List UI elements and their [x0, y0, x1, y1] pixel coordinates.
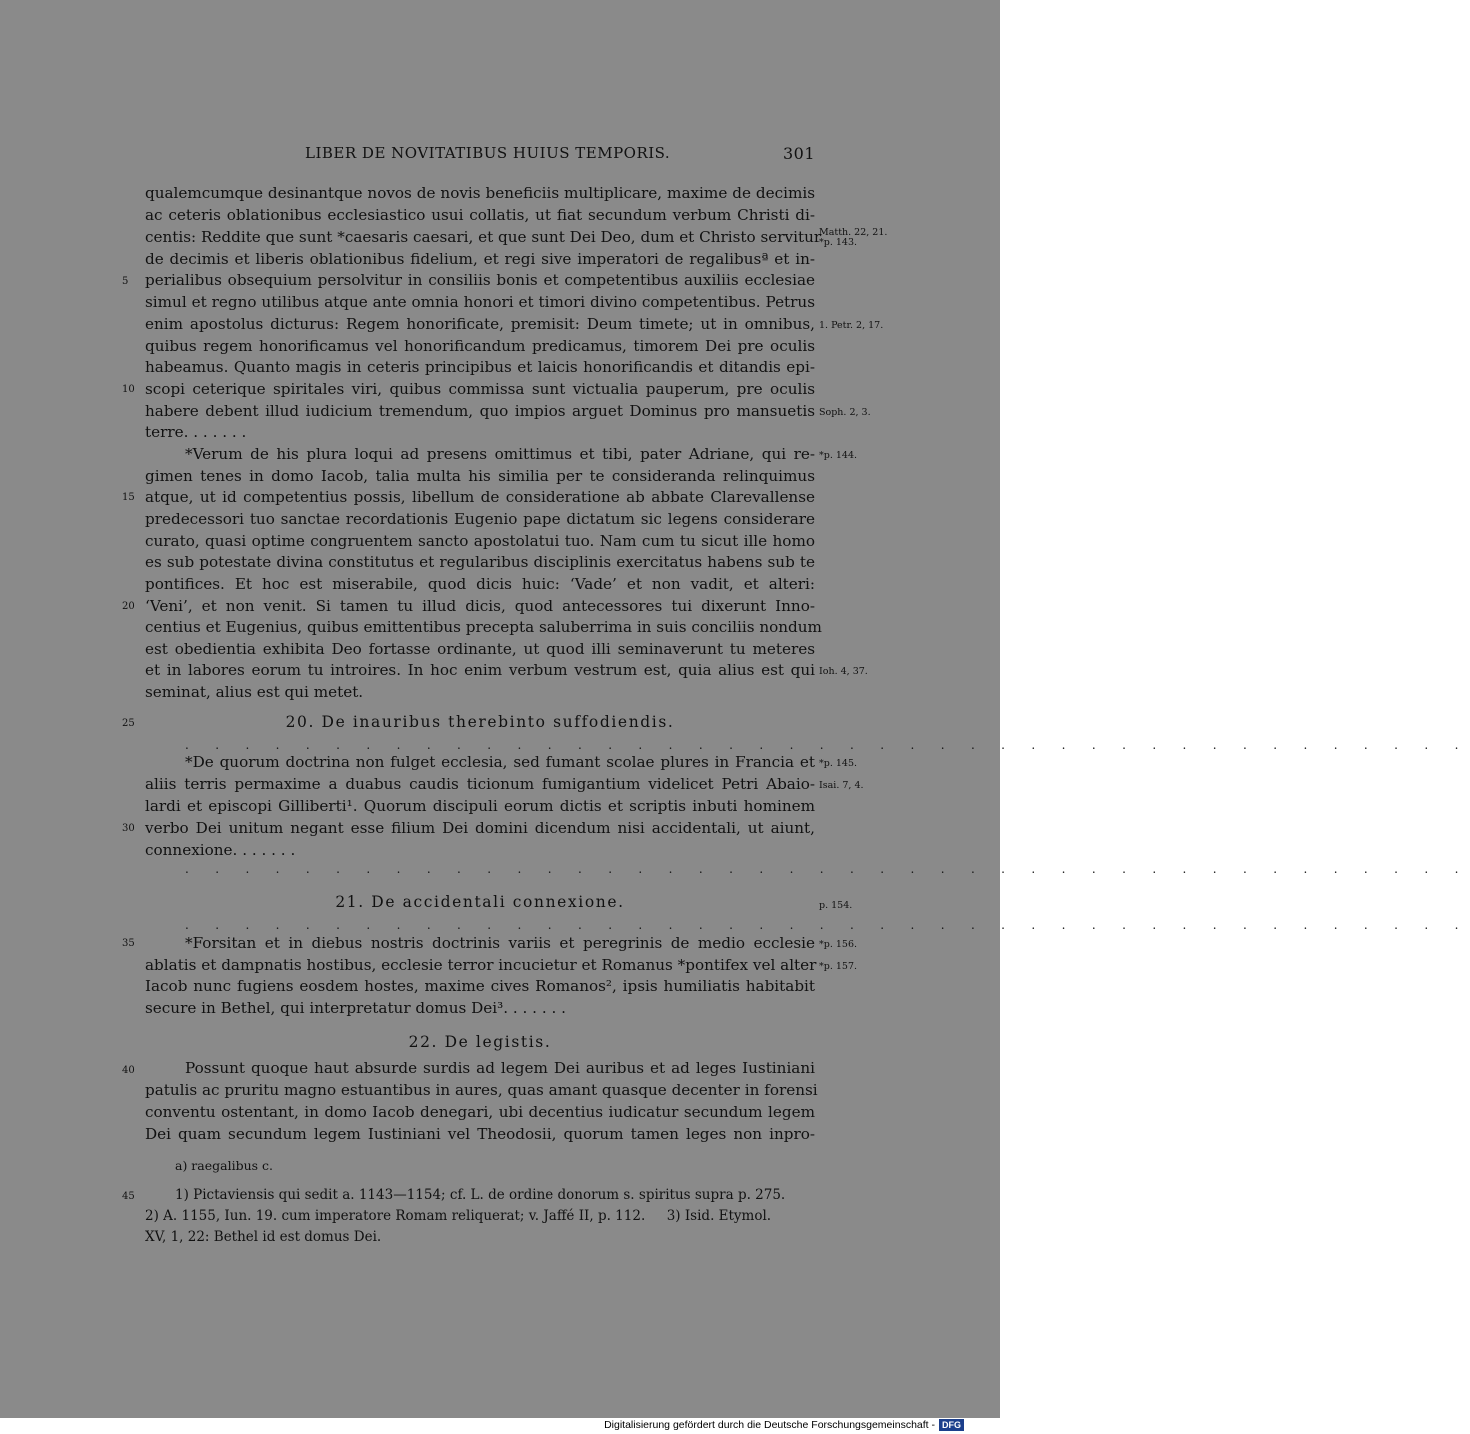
- body-line: ac ceteris oblationibus ecclesiastico usui collatis, ut fiat secundum verbum Christi di-: [145, 206, 815, 224]
- margin-note: 1. Petr. 2, 17.: [819, 320, 884, 331]
- body-line: curato, quasi optime congruentem sancto apostolatui tuo. Nam cum tu sicut ille homo: [145, 532, 815, 550]
- ellipsis-rule: . . . . . . . . . . . . . . . . . . . . . . . . . . . . . . . . . . . . . . . . . . .: [185, 738, 1470, 752]
- body-line: *Forsitan et in diebus nostris doctrinis variis et peregrinis de medio ecclesie: [185, 934, 815, 952]
- apparatus-note: a) raegalibus c.: [175, 1158, 273, 1173]
- body-line: atque, ut id competentius possis, libellum de consideratione ab abbate Clarevallense: [145, 488, 815, 506]
- body-line: patulis ac pruritu magno estuantibus in aures, quas amant quasque decenter in forensi: [145, 1081, 818, 1099]
- margin-note: *p. 156.: [819, 939, 858, 950]
- body-line: seminat, alius est qui metet.: [145, 683, 364, 701]
- body-line: verbo Dei unitum negant esse filium Dei domini dicendum nisi accidentali, ut aiunt,: [145, 819, 815, 837]
- body-line: predecessori tuo sanctae recordationis Eugenio pape dictatum sic legens considerare: [145, 510, 815, 528]
- ellipsis-rule: . . . . . . . . . . . . . . . . . . . . . . . . . . . . . . . . . . . . . . . . . . .: [185, 918, 1470, 932]
- body-line: lardi et episcopi Gilliberti¹. Quorum discipuli eorum dictis et scriptis inbuti hominem: [145, 797, 815, 815]
- body-line: gimen tenes in domo Iacob, talia multa his similia per te consideranda relinquimus: [145, 467, 815, 485]
- body-line: pontifices. Et hoc est miserabile, quod dicis huic: ‘Vade’ et non vadit, et alteri:: [145, 575, 815, 593]
- body-line: perialibus obsequium persolvitur in consiliis bonis et competentibus auxiliis ecclesiae: [145, 271, 815, 289]
- margin-note: *p. 144.: [819, 450, 858, 461]
- body-line: quibus regem honorificamus vel honorificandum predicamus, timorem Dei pre oculis: [145, 337, 815, 355]
- line-number: 20: [122, 601, 135, 612]
- credit-text: Digitalisierung gefördert durch die Deutsche Forschungsgemeinschaft -: [604, 1419, 935, 1431]
- footnote-line: 1) Pictaviensis qui sedit a. 1143—1154; cf. L. de ordine donorum s. spiritus supra p. 275.: [175, 1187, 786, 1203]
- body-line: centis: Reddite que sunt *caesaris caesari, et que sunt Dei Deo, dum et Christo servitur: [145, 228, 822, 246]
- body-line: centius et Eugenius, quibus emittentibus precepta saluberrima in suis conciliis nondum: [145, 618, 822, 636]
- body-line: ablatis et dampnatis hostibus, ecclesie terror incucietur et Romanus *pontifex vel alter: [145, 956, 817, 974]
- body-line: est obedientia exhibita Deo fortasse ordinante, ut quod illi seminaverunt tu meteres: [145, 640, 815, 658]
- body-line: scopi ceterique spiritales viri, quibus commissa sunt victualia pauperum, pre oculis: [145, 380, 815, 398]
- margin-note: p. 154.: [819, 900, 853, 911]
- body-line: aliis terris permaxime a duabus caudis ticionum fumigantium videlicet Petri Abaio-: [145, 775, 815, 793]
- page-number: 301: [782, 144, 815, 163]
- body-line: et in labores eorum tu introires. In hoc enim verbum vestrum est, quia alius est qui: [145, 661, 815, 679]
- body-line: secure in Bethel, qui interpretatur domus Dei³. . . . . . .: [145, 999, 566, 1017]
- body-line: habeamus. Quanto magis in ceteris principibus et laicis honorificandis et ditandis epi-: [145, 358, 815, 376]
- margin-note: Isai. 7, 4.: [819, 780, 864, 791]
- ellipsis-rule: . . . . . . . . . . . . . . . . . . . . . . . . . . . . . . . . . . . . . . . . . . .: [185, 862, 1470, 876]
- body-line: habere debent illud iudicium tremendum, quo impios arguet Dominus pro mansuetis: [145, 402, 815, 420]
- section-heading: 21. De accidentali connexione.: [335, 893, 625, 911]
- margin-note: *p. 157.: [819, 961, 858, 972]
- body-line: simul et regno utilibus atque ante omnia honori et timori divino competentibus. Petrus: [145, 293, 815, 311]
- dfg-logo: DFG: [939, 1419, 964, 1431]
- body-line: *Verum de his plura loqui ad presens omittimus et tibi, pater Adriane, qui re-: [185, 445, 815, 463]
- running-title: LIBER DE NOVITATIBUS HUIUS TEMPORIS.: [305, 144, 671, 162]
- line-number: 5: [122, 276, 129, 287]
- body-line: enim apostolus dicturus: Regem honorificate, premisit: Deum timete; ut in omnibus,: [145, 315, 815, 333]
- body-line: terre. . . . . . .: [145, 423, 247, 441]
- line-number: 15: [122, 492, 135, 503]
- line-number: 30: [122, 823, 135, 834]
- line-number: 35: [122, 938, 135, 949]
- margin-note: *p. 143.: [819, 237, 858, 248]
- body-line: conventu ostentant, in domo Iacob denegari, ubi decentius iudicatur secundum legem: [145, 1103, 815, 1121]
- body-line: de decimis et liberis oblationibus fidelium, et regi sive imperatori de regalibusª et in-: [145, 250, 815, 268]
- body-line: Dei quam secundum legem Iustiniani vel Theodosii, quorum tamen leges non inpro-: [145, 1125, 815, 1143]
- line-number: 45: [122, 1191, 135, 1202]
- body-line: Iacob nunc fugiens eosdem hostes, maxime cives Romanos², ipsis humiliatis habitabit: [145, 977, 815, 995]
- digitization-credit: [604, 1419, 964, 1431]
- footnote-line: XV, 1, 22: Bethel id est domus Dei.: [145, 1229, 382, 1245]
- body-line: connexione. . . . . . .: [145, 841, 296, 859]
- line-number: 25: [122, 718, 135, 729]
- section-heading: 22. De legistis.: [408, 1033, 552, 1051]
- line-number: 40: [122, 1065, 135, 1076]
- section-heading: 20. De inauribus therebinto suffodiendis.: [285, 713, 675, 731]
- body-line: Possunt quoque haut absurde surdis ad legem Dei auribus et ad leges Iustiniani: [185, 1059, 815, 1077]
- body-line: qualemcumque desinantque novos de novis beneficiis multiplicare, maxime de decimis: [145, 184, 815, 202]
- footnote-line: 2) A. 1155, Iun. 19. cum imperatore Romam reliquerat; v. Jaffé II, p. 112. 3) Isid. Etymol.: [145, 1208, 772, 1224]
- body-line: *De quorum doctrina non fulget ecclesia, sed fumant scolae plures in Francia et: [185, 753, 815, 771]
- body-line: es sub potestate divina constitutus et regularibus disciplinis exercitatus habens sub te: [145, 553, 815, 571]
- margin-note: Soph. 2, 3.: [819, 407, 871, 418]
- body-line: ‘Veni’, et non venit. Si tamen tu illud dicis, quod antecessores tui dixerunt Inno-: [145, 597, 815, 615]
- margin-note: *p. 145.: [819, 758, 858, 769]
- margin-note: Matth. 22, 21.: [819, 227, 888, 238]
- margin-note: Ioh. 4, 37.: [819, 666, 868, 677]
- line-number: 10: [122, 384, 135, 395]
